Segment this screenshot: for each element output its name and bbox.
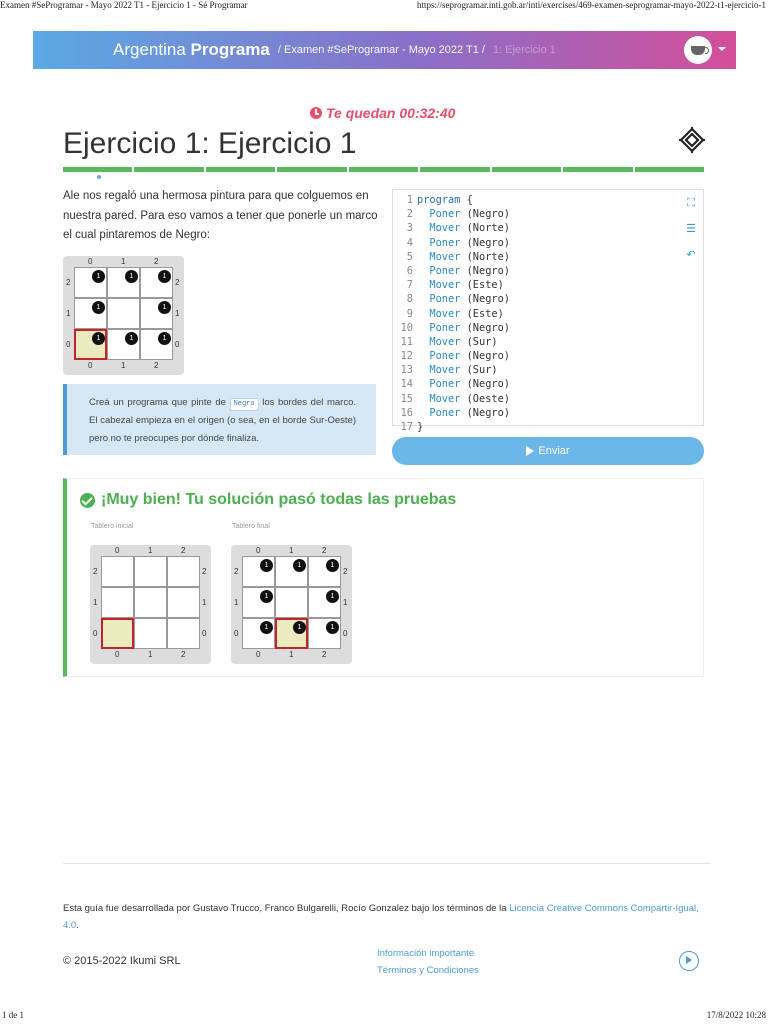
footer-links (377, 945, 479, 979)
code-line[interactable]: 8 Poner (Negro) (393, 292, 510, 306)
board-cell (134, 618, 167, 649)
code-line[interactable]: 1 program { (393, 193, 510, 207)
reset-icon[interactable]: ↶ (686, 249, 696, 261)
board-col-label: 0 (115, 650, 120, 659)
line-number: 14 (400, 378, 413, 391)
hint-box (63, 384, 376, 455)
black-ball: 1 (92, 332, 105, 345)
footer-credits (63, 900, 703, 934)
board-row-label: 0 (234, 629, 239, 638)
line-number: 3 (406, 222, 413, 235)
line-number: 8 (406, 293, 413, 306)
black-ball: 1 (158, 332, 171, 345)
chevron-down-icon[interactable] (718, 47, 726, 51)
code-keyword: Poner (429, 378, 461, 391)
print-page-count: 1 de 1 (2, 1010, 24, 1020)
board-row-label: 1 (202, 598, 207, 607)
board-row-label: 2 (175, 278, 180, 287)
code-line[interactable]: 4 Poner (Negro) (393, 236, 510, 250)
code-line[interactable]: 2 Poner (Negro) (393, 207, 510, 221)
black-ball: 1 (293, 621, 306, 634)
board-row-label: 1 (234, 598, 239, 607)
code-lines[interactable] (393, 193, 510, 434)
progress-segment[interactable] (420, 167, 489, 172)
code-line[interactable]: 13 Mover (Sur) (393, 363, 510, 377)
line-number: 1 (406, 194, 413, 206)
hint-text-before: Creá un programa que pinte de (89, 397, 230, 408)
line-number: 9 (406, 307, 413, 320)
board-row-label: 1 (343, 598, 348, 607)
terms-link[interactable]: Términos y Condiciones (377, 965, 479, 976)
black-ball: 1 (125, 270, 138, 283)
board-cell (101, 618, 134, 649)
code-keyword: Mover (429, 307, 461, 320)
clock-icon (310, 107, 322, 119)
board-cell (101, 556, 134, 587)
board-row-label: 0 (93, 629, 98, 638)
board-col-label: 1 (289, 650, 294, 659)
board-col-label: 1 (289, 546, 294, 555)
board-cell (134, 587, 167, 618)
code-line[interactable]: 3 Mover (Norte) (393, 221, 510, 235)
board-cell (167, 618, 200, 649)
send-button[interactable] (392, 437, 704, 465)
board-row-label: 1 (175, 309, 180, 318)
result-title-text: ¡Muy bien! Tu solución pasó todas las pruebas (101, 491, 457, 508)
code-line[interactable]: 14 Poner (Negro) (393, 377, 510, 391)
current-exercise-dot (97, 175, 101, 179)
board-col-label: 2 (154, 257, 159, 266)
line-number: 6 (406, 264, 413, 277)
coffee-cup-icon (691, 46, 705, 55)
black-ball: 1 (260, 590, 273, 603)
black-ball: 1 (260, 621, 273, 634)
board-col-label: 0 (115, 546, 120, 555)
check-circle-icon (80, 493, 95, 508)
board-cell (107, 298, 140, 329)
line-number: 5 (406, 250, 413, 263)
board-cell (101, 587, 134, 618)
credits-text: Esta guía fue desarrollada por Gustavo Trucco, Franco Bulgarelli, Rocío Gonzalez bajo los términos de la (63, 903, 510, 914)
site-header (33, 31, 736, 69)
progress-segment[interactable] (635, 167, 704, 172)
line-number: 2 (406, 208, 413, 221)
board-final (231, 545, 352, 664)
code-line[interactable]: 16 Poner (Negro) (393, 406, 510, 420)
send-label: Enviar (538, 445, 570, 457)
gobstones-logo-icon (679, 127, 705, 153)
board-col-label: 2 (154, 361, 159, 370)
progress-segment[interactable] (63, 167, 132, 172)
board-col-label: 0 (88, 361, 93, 370)
timer (310, 105, 455, 121)
black-ball: 1 (326, 590, 339, 603)
hint-text-after: los bordes del marco. El cabezal empieza en el origen (o sea, en el borde Sur-Oeste) pero no te preocupes por dónde finaliza. (89, 397, 356, 444)
black-ball: 1 (326, 621, 339, 634)
board-col-label: 0 (88, 257, 93, 266)
black-ball: 1 (125, 332, 138, 345)
board-row-label: 0 (175, 340, 180, 349)
brand-bold: Programa (190, 40, 270, 59)
code-keyword: Poner (429, 208, 461, 221)
code-keyword: Mover (429, 392, 461, 405)
footer-divider (63, 863, 711, 864)
timer-text: Te quedan 00:32:40 (326, 105, 456, 121)
brand-light: Argentina (113, 40, 191, 59)
page-title: Ejercicio 1: Ejercicio 1 (63, 127, 357, 160)
code-line[interactable]: 10 Poner (Negro) (393, 321, 510, 335)
board-initial (90, 545, 211, 664)
board-col-label: 2 (322, 650, 327, 659)
board-col-label: 0 (256, 650, 261, 659)
print-page-title: Examen #SeProgramar - Mayo 2022 T1 - Ejercicio 1 - Sé Programar (0, 0, 248, 10)
code-keyword: Poner (429, 236, 461, 249)
board-col-label: 2 (181, 546, 186, 555)
black-ball: 1 (260, 559, 273, 572)
line-number: 15 (400, 392, 413, 405)
breadcrumb-exercise: 1: Ejercicio 1 (492, 44, 556, 56)
line-number: 11 (400, 335, 413, 348)
progress-segment[interactable] (563, 167, 632, 172)
code-editor[interactable] (392, 189, 704, 433)
board-cell (134, 556, 167, 587)
board-row-label: 1 (93, 598, 98, 607)
play-icon (526, 446, 534, 456)
board-row-label: 2 (66, 278, 71, 287)
code-keyword: Poner (429, 264, 461, 277)
credits-end: . (76, 920, 79, 931)
board-row-label: 0 (66, 340, 71, 349)
code-keyword: program (417, 194, 461, 206)
code-line[interactable]: 12 Poner (Negro) (393, 349, 510, 363)
progress-segment[interactable] (492, 167, 561, 172)
progress-segment[interactable] (134, 167, 203, 172)
code-line[interactable]: 5 Mover (Norte) (393, 250, 510, 264)
copyright: © 2015-2022 Ikumi SRL (63, 955, 181, 967)
code-line[interactable]: 11 Mover (Sur) (393, 335, 510, 349)
line-number: 13 (400, 364, 413, 377)
board-col-label: 2 (181, 650, 186, 659)
board-cell (275, 587, 308, 618)
board-col-label: 2 (322, 546, 327, 555)
board-col-label: 1 (121, 361, 126, 370)
board-col-label: 1 (148, 650, 153, 659)
board-statement (63, 256, 184, 375)
code-keyword: Poner (429, 406, 461, 419)
code-keyword: Poner (429, 293, 461, 306)
result-title (80, 491, 456, 509)
avatar[interactable] (684, 36, 712, 64)
line-number: 17 (400, 421, 413, 433)
line-number: 7 (406, 279, 413, 292)
brand-logo[interactable] (113, 40, 270, 60)
fullscreen-icon[interactable]: ⛶ (687, 197, 695, 209)
code-keyword: Poner (429, 350, 461, 363)
black-ball: 1 (92, 301, 105, 314)
code-keyword: Mover (429, 222, 461, 235)
board-cell (167, 556, 200, 587)
print-url: https://seprogramar.inti.gob.ar/inti/exercises/469-examen-seprogramar-mayo-2022-t1-ejercicio-1 (417, 0, 766, 10)
board-row-label: 1 (66, 309, 71, 318)
code-keyword: Mover (429, 364, 461, 377)
board-row-label: 2 (343, 567, 348, 576)
color-tag: Negro (230, 398, 259, 411)
black-ball: 1 (158, 270, 171, 283)
youtube-icon[interactable] (679, 951, 699, 971)
code-line[interactable]: 9 Mover (Este) (393, 307, 510, 321)
important-info-link[interactable]: Información importante (377, 948, 475, 959)
print-datetime: 17/8/2022 10:28 (706, 1010, 766, 1020)
initial-board-caption: Tablero inicial (91, 523, 134, 530)
progress-segment[interactable] (206, 167, 275, 172)
board-row-label: 2 (202, 567, 207, 576)
progress-segment[interactable] (349, 167, 418, 172)
black-ball: 1 (158, 301, 171, 314)
exercise-progress (63, 167, 704, 172)
code-line[interactable]: 6 Poner (Negro) (393, 264, 510, 278)
black-ball: 1 (92, 270, 105, 283)
code-line[interactable]: 15 Mover (Oeste) (393, 392, 510, 406)
code-keyword: Mover (429, 279, 461, 292)
code-line[interactable]: 17 } (393, 420, 510, 434)
breadcrumb-exam[interactable]: / Examen #SeProgramar - Mayo 2022 T1 / (277, 44, 485, 56)
final-board-caption: Tablero final (232, 523, 270, 530)
board-row-label: 0 (202, 629, 207, 638)
line-number: 16 (400, 406, 413, 419)
line-number: 4 (406, 236, 413, 249)
indent-icon[interactable]: ☰ (686, 223, 696, 235)
code-keyword: Mover (429, 335, 461, 348)
line-number: 12 (400, 350, 413, 363)
license-link[interactable]: Licencia Creative Commons Compartir-Igual, 4.0 (63, 903, 699, 931)
board-row-label: 2 (93, 567, 98, 576)
board-cell (167, 587, 200, 618)
code-line[interactable]: 7 Mover (Este) (393, 278, 510, 292)
board-row-label: 0 (343, 629, 348, 638)
black-ball: 1 (293, 559, 306, 572)
code-keyword: Mover (429, 250, 461, 263)
progress-segment[interactable] (277, 167, 346, 172)
board-col-label: 0 (256, 546, 261, 555)
exercise-description: Ale nos regaló una hermosa pintura para que colguemos en nuestra pared. Para eso vamos a tener que ponerle un marco el cual pintaremos de Negro: (63, 190, 378, 241)
black-ball: 1 (326, 559, 339, 572)
board-row-label: 2 (234, 567, 239, 576)
board-col-label: 1 (121, 257, 126, 266)
board-col-label: 1 (148, 546, 153, 555)
code-keyword: Poner (429, 321, 461, 334)
line-number: 10 (400, 321, 413, 334)
